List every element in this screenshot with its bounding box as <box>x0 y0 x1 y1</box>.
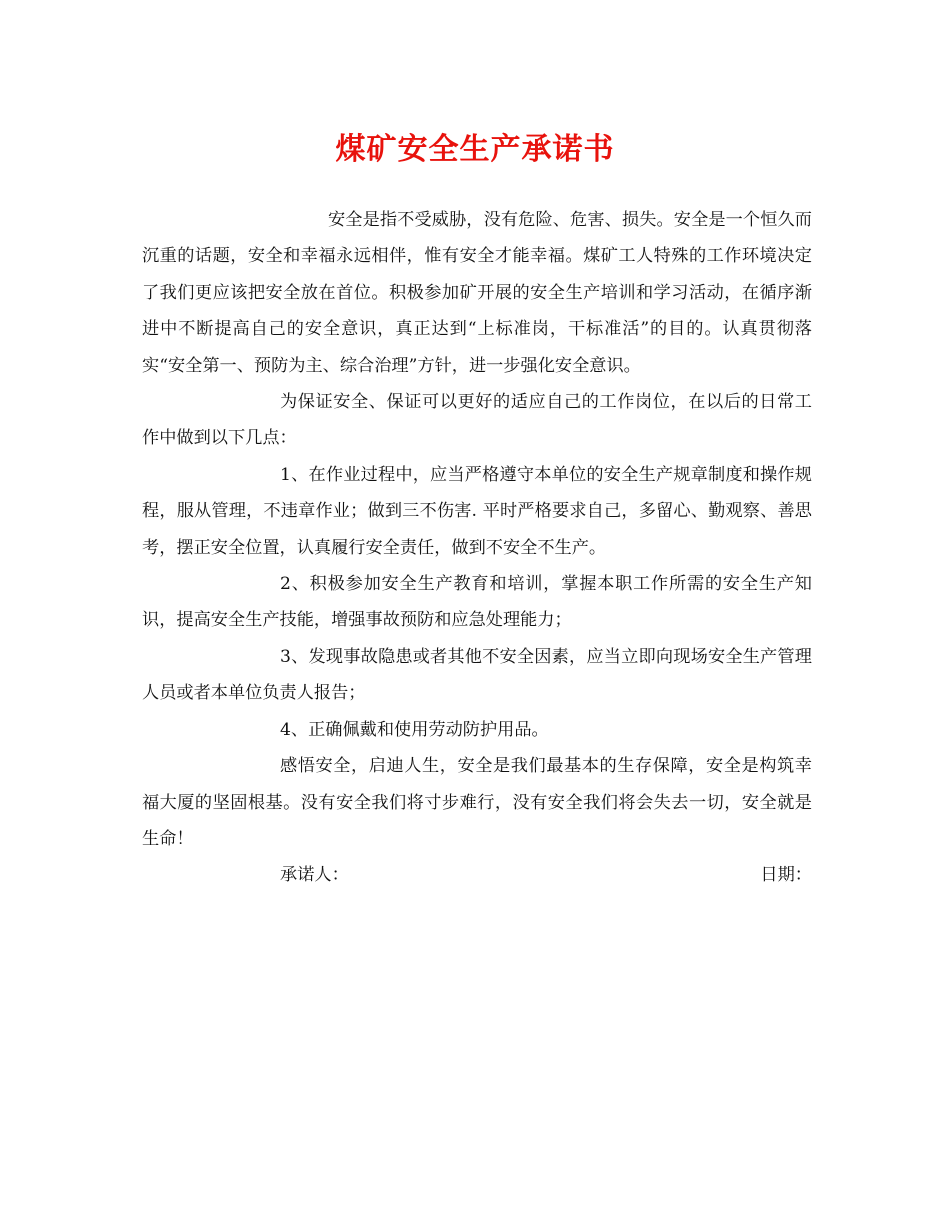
paragraph-intro: 安全是指不受威胁，没有危险、危害、损失。安全是一个恒久而沉重的话题，安全和幸福永远相伴，惟有安全才能幸福。煤矿工人特殊的工作环境决定了我们更应该把安全放在首位。积极参加矿开展的安全生产培训和学习活动，在循序渐进中不断提高自己的安全意识，真正达到“上标准岗，干标准活”的目的。认真贯彻落实“安全第一、预防为主、综合治理”方针，进一步强化安全意识。 <box>142 210 812 376</box>
document-title: 煤矿安全生产承诺书 <box>335 132 615 167</box>
document-body <box>142 202 812 894</box>
promiser-label: 承诺人： <box>280 865 349 886</box>
paragraph-conclusion: 感悟安全，启迪人生，安全是我们最基本的生存保障，安全是构筑幸福大厦的坚固根基。没有安全我们将寸步难行，没有安全我们将会失去一切，安全就是生命！ <box>142 756 812 849</box>
commitment-item-3: 3、发现事故隐患或者其他不安全因素，应当立即向现场安全生产管理人员或者本单位负责人报告； <box>142 646 812 704</box>
commitment-item-4: 4、正确佩戴和使用劳动防护用品。 <box>280 719 549 740</box>
commitment-item-1: 1、在作业过程中，应当严格遵守本单位的安全生产规章制度和操作规程，服从管理，不违章作业；做到三不伤害. 平时严格要求自己，多留心、勤观察、善思考，摆正安全位置，认真履行安全责任，做到不安全不生产。 <box>142 464 812 558</box>
commitment-item-2: 2、积极参加安全生产教育和培训，掌握本职工作所需的安全生产知识，提高安全生产技能，增强事故预防和应急处理能力； <box>142 574 812 631</box>
signature-row <box>142 857 812 893</box>
date-label: 日期： <box>760 865 812 886</box>
paragraph-commitment-lead: 为保证安全、保证可以更好的适应自己的工作岗位，在以后的日常工作中做到以下几点： <box>142 392 812 449</box>
